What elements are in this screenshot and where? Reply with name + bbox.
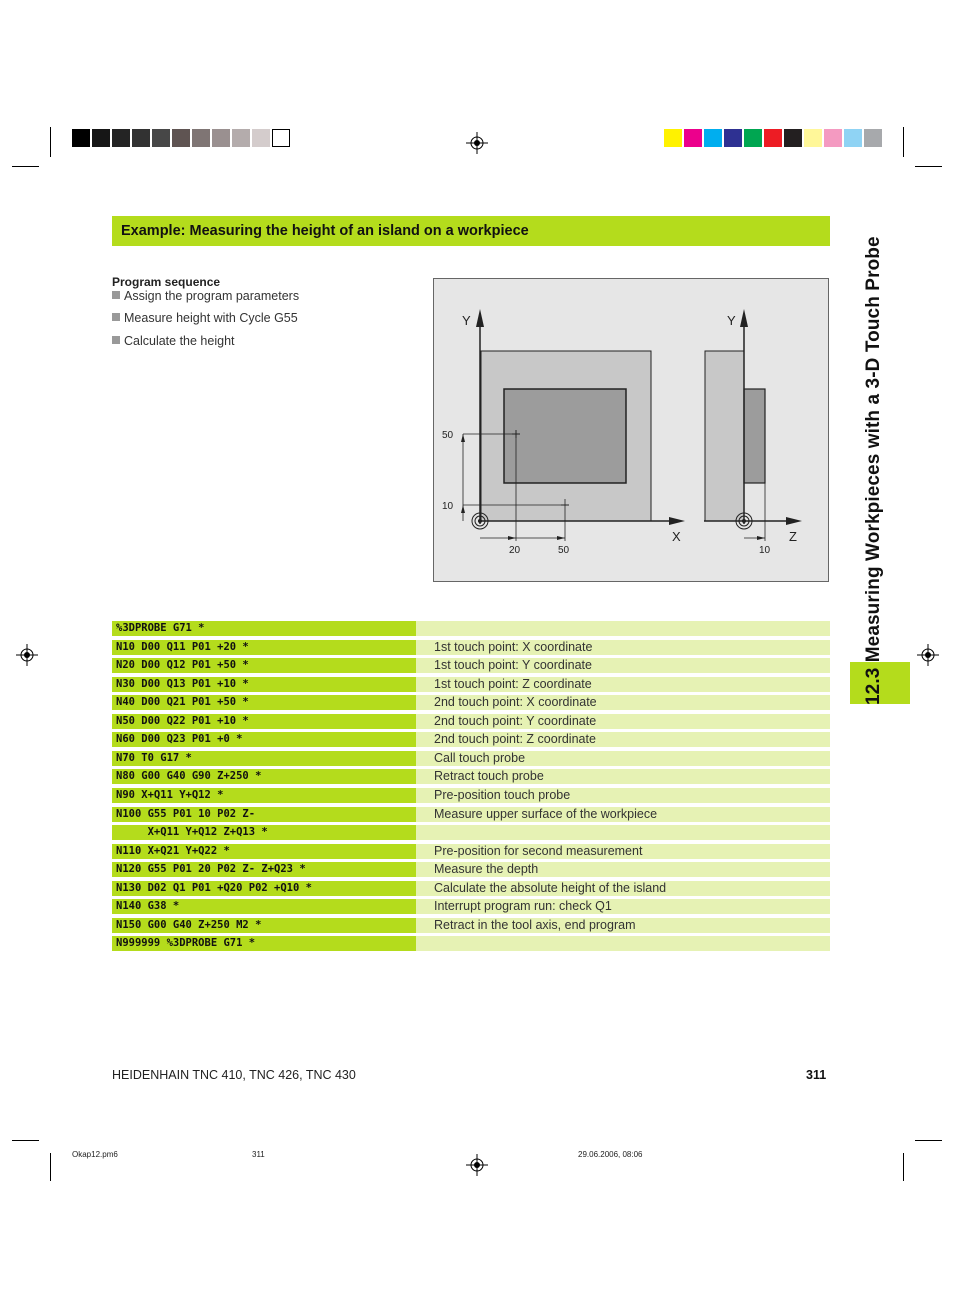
crop-mark <box>12 1140 39 1141</box>
nc-comment: Measure the depth <box>416 862 830 877</box>
program-sequence-heading: Program sequence <box>112 275 221 289</box>
bullet-icon <box>112 313 120 321</box>
program-row <box>112 862 830 877</box>
x-tick-label: 50 <box>558 545 570 556</box>
slug-filename: Okap12.pm6 <box>72 1150 118 1159</box>
nc-comment: Measure upper surface of the workpiece <box>416 807 830 822</box>
nc-code: N80 G00 G40 G90 Z+250 * <box>112 769 416 784</box>
registration-mark-icon <box>466 132 488 154</box>
color-swatch <box>744 129 762 147</box>
nc-code: X+Q11 Y+Q12 Z+Q13 * <box>112 825 416 840</box>
color-swatch <box>172 129 190 147</box>
registration-mark-icon <box>16 644 38 666</box>
color-swatch <box>92 129 110 147</box>
workpiece-side-outline <box>705 351 744 521</box>
workpiece-drawing <box>434 279 828 581</box>
nc-comment: Interrupt program run: check Q1 <box>416 899 830 914</box>
nc-code: N30 D00 Q13 P01 +10 * <box>112 677 416 692</box>
nc-code: N110 X+Q21 Y+Q22 * <box>112 844 416 859</box>
program-row <box>112 918 830 933</box>
nc-code: N120 G55 P01 20 P02 Z- Z+Q23 * <box>112 862 416 877</box>
nc-comment: 2nd touch point: Z coordinate <box>416 732 830 747</box>
color-swatch <box>232 129 250 147</box>
crop-mark <box>50 127 51 157</box>
nc-comment <box>416 825 830 840</box>
program-row <box>112 899 830 914</box>
color-swatch <box>212 129 230 147</box>
color-swatch <box>704 129 722 147</box>
nc-comment: Pre-position for second measurement <box>416 844 830 859</box>
color-swatch <box>784 129 802 147</box>
program-row <box>112 695 830 710</box>
workpiece-figure <box>433 278 829 582</box>
y-tick-label: 10 <box>442 501 454 512</box>
program-row <box>112 936 830 951</box>
color-swatch <box>664 129 682 147</box>
island-outline <box>504 389 626 483</box>
nc-code: N50 D00 Q22 P01 +10 * <box>112 714 416 729</box>
program-row <box>112 769 830 784</box>
chapter-title: 12.3 Measuring Workpieces with a 3-D Touch Probe <box>863 236 884 705</box>
color-swatch <box>192 129 210 147</box>
color-swatch <box>112 129 130 147</box>
program-row <box>112 621 830 636</box>
color-swatch <box>864 129 882 147</box>
nc-comment: 1st touch point: Y coordinate <box>416 658 830 673</box>
program-row <box>112 881 830 896</box>
crop-mark <box>903 127 904 157</box>
color-swatch <box>252 129 270 147</box>
registration-mark-icon <box>917 644 939 666</box>
nc-code: N90 X+Q11 Y+Q12 * <box>112 788 416 803</box>
program-row <box>112 714 830 729</box>
color-swatch <box>804 129 822 147</box>
program-row <box>112 788 830 803</box>
nc-code: N40 D00 Q21 P01 +50 * <box>112 695 416 710</box>
page-number: 311 <box>806 1068 827 1082</box>
program-row <box>112 732 830 747</box>
nc-code: N60 D00 Q23 P01 +0 * <box>112 732 416 747</box>
section-header <box>112 216 830 246</box>
nc-comment: 2nd touch point: Y coordinate <box>416 714 830 729</box>
nc-comment: Call touch probe <box>416 751 830 766</box>
z-tick-label: 10 <box>759 545 771 556</box>
nc-code: N140 G38 * <box>112 899 416 914</box>
color-swatch <box>272 129 290 147</box>
crop-mark <box>915 1140 942 1141</box>
nc-comment: Calculate the absolute height of the island <box>416 881 830 896</box>
section-title: Example: Measuring the height of an island on a workpiece <box>121 223 529 239</box>
x-axis-label: X <box>672 529 681 544</box>
nc-comment: Pre-position touch probe <box>416 788 830 803</box>
program-row <box>112 658 830 673</box>
gray-color-bar <box>72 129 292 147</box>
color-swatch <box>152 129 170 147</box>
color-swatch <box>764 129 782 147</box>
bullet-icon <box>112 336 120 344</box>
manual-title: HEIDENHAIN TNC 410, TNC 426, TNC 430 <box>112 1068 356 1082</box>
nc-code: N70 T0 G17 * <box>112 751 416 766</box>
x-tick-label: 20 <box>509 545 521 556</box>
nc-comment: 1st touch point: Z coordinate <box>416 677 830 692</box>
sequence-item: Assign the program parameters <box>112 289 299 303</box>
slug-page: 311 <box>252 1150 265 1159</box>
y-axis-label: Y <box>727 313 736 328</box>
y-axis-label: Y <box>462 313 471 328</box>
color-swatch <box>844 129 862 147</box>
sequence-item: Calculate the height <box>112 334 235 348</box>
color-swatch <box>724 129 742 147</box>
color-swatch <box>132 129 150 147</box>
nc-comment: 2nd touch point: X coordinate <box>416 695 830 710</box>
color-swatch <box>684 129 702 147</box>
nc-code: N20 D00 Q12 P01 +50 * <box>112 658 416 673</box>
program-row <box>112 751 830 766</box>
nc-comment: 1st touch point: X coordinate <box>416 640 830 655</box>
program-row <box>112 640 830 655</box>
nc-code: %3DPROBE G71 * <box>112 621 416 636</box>
nc-comment: Retract touch probe <box>416 769 830 784</box>
crop-mark <box>50 1153 51 1181</box>
registration-mark-icon <box>466 1154 488 1176</box>
nc-comment <box>416 621 830 636</box>
program-row <box>112 677 830 692</box>
nc-comment: Retract in the tool axis, end program <box>416 918 830 933</box>
nc-code: N150 G00 G40 Z+250 M2 * <box>112 918 416 933</box>
color-swatch <box>824 129 842 147</box>
process-color-bar <box>664 129 884 147</box>
sequence-item: Measure height with Cycle G55 <box>112 311 298 325</box>
program-row <box>112 807 830 822</box>
nc-code: N100 G55 P01 10 P02 Z- <box>112 807 416 822</box>
crop-mark <box>12 166 39 167</box>
slug-date: 29.06.2006, 08:06 <box>578 1150 643 1159</box>
y-tick-label: 50 <box>442 430 454 441</box>
nc-code: N130 D02 Q1 P01 +Q20 P02 +Q10 * <box>112 881 416 896</box>
nc-code: N999999 %3DPROBE G71 * <box>112 936 416 951</box>
nc-code: N10 D00 Q11 P01 +20 * <box>112 640 416 655</box>
color-swatch <box>72 129 90 147</box>
program-row <box>112 825 830 840</box>
nc-comment <box>416 936 830 951</box>
crop-mark <box>915 166 942 167</box>
island-side-outline <box>744 389 765 483</box>
z-axis-label: Z <box>789 529 797 544</box>
bullet-icon <box>112 291 120 299</box>
program-row <box>112 844 830 859</box>
crop-mark <box>903 1153 904 1181</box>
